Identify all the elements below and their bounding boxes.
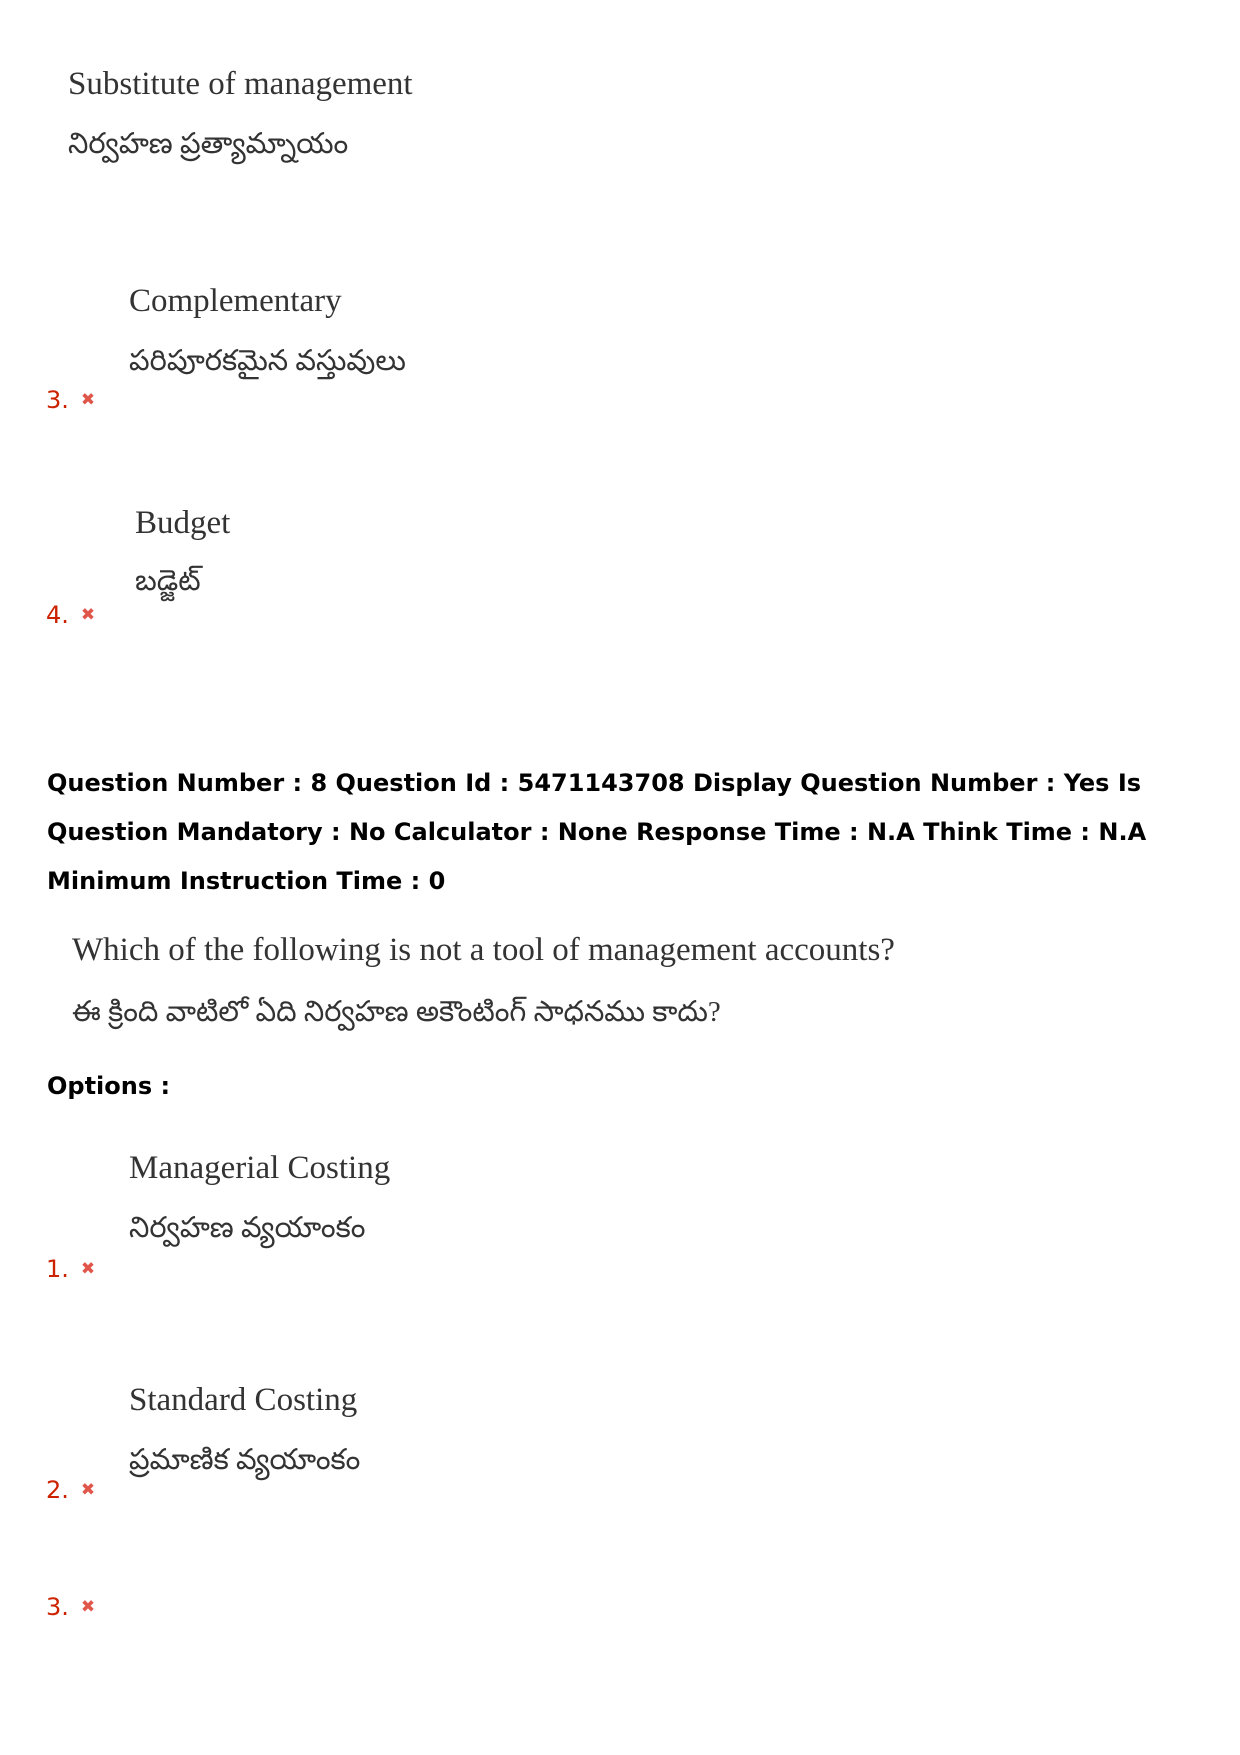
prev-option-2-telugu: నిర్వహణ ప్రత్యామ్నాయం xyxy=(68,128,349,160)
wrong-cross-icon: ✖ xyxy=(80,1480,96,1500)
wrong-cross-icon: ✖ xyxy=(80,1259,96,1279)
prev-option-3-telugu: పరిపూరకమైన వస్తువులు xyxy=(129,345,406,377)
question-meta: Question Number : 8 Question Id : 5471143708 Display Question Number : Yes Is Question Mandatory : No Calculator : None Response Time : N.A Think Time : N.A Minimum Instruction Time : 0 xyxy=(47,769,1147,895)
prev-option-2-content xyxy=(68,64,413,164)
option-1-content xyxy=(129,1148,390,1248)
option-1-english: Managerial Costing xyxy=(129,1150,391,1186)
option-1-telugu: నిర్వహణ వ్యయాంకం xyxy=(129,1212,366,1244)
question-text-english: Which of the following is not a tool of management accounts? xyxy=(72,932,895,968)
prev-option-3-marker xyxy=(46,386,95,414)
option-2-telugu: ప్రమాణిక వ్యయాంకం xyxy=(129,1444,361,1476)
prev-option-4-marker xyxy=(46,601,95,629)
prev-option-4-content xyxy=(135,503,230,601)
wrong-cross-icon: ✖ xyxy=(80,390,96,410)
option-2-english: Standard Costing xyxy=(129,1382,358,1418)
prev-option-4-telugu: బడ్జెట్ xyxy=(135,565,201,597)
option-number: 1. xyxy=(46,1255,69,1283)
question-text-telugu: ఈ క్రింది వాటిలో ఏది నిర్వహణ అకౌంటింగ్ సాధనము కాదు? xyxy=(72,996,721,1028)
option-3-marker xyxy=(46,1593,95,1621)
prev-option-4-english: Budget xyxy=(135,505,231,541)
wrong-cross-icon: ✖ xyxy=(80,605,96,625)
option-2-content xyxy=(129,1380,360,1480)
options-label: Options : xyxy=(47,1072,171,1100)
prev-option-3-content xyxy=(129,281,406,381)
option-number: 3. xyxy=(46,386,69,414)
option-number: 3. xyxy=(46,1593,69,1621)
wrong-cross-icon: ✖ xyxy=(80,1597,96,1617)
option-1-marker xyxy=(46,1255,95,1283)
prev-option-3-english: Complementary xyxy=(129,283,342,319)
option-number: 2. xyxy=(46,1476,69,1504)
prev-option-2-english: Substitute of management xyxy=(68,66,413,102)
option-number: 4. xyxy=(46,601,69,629)
question-text xyxy=(72,930,895,1032)
option-2-marker xyxy=(46,1476,95,1504)
